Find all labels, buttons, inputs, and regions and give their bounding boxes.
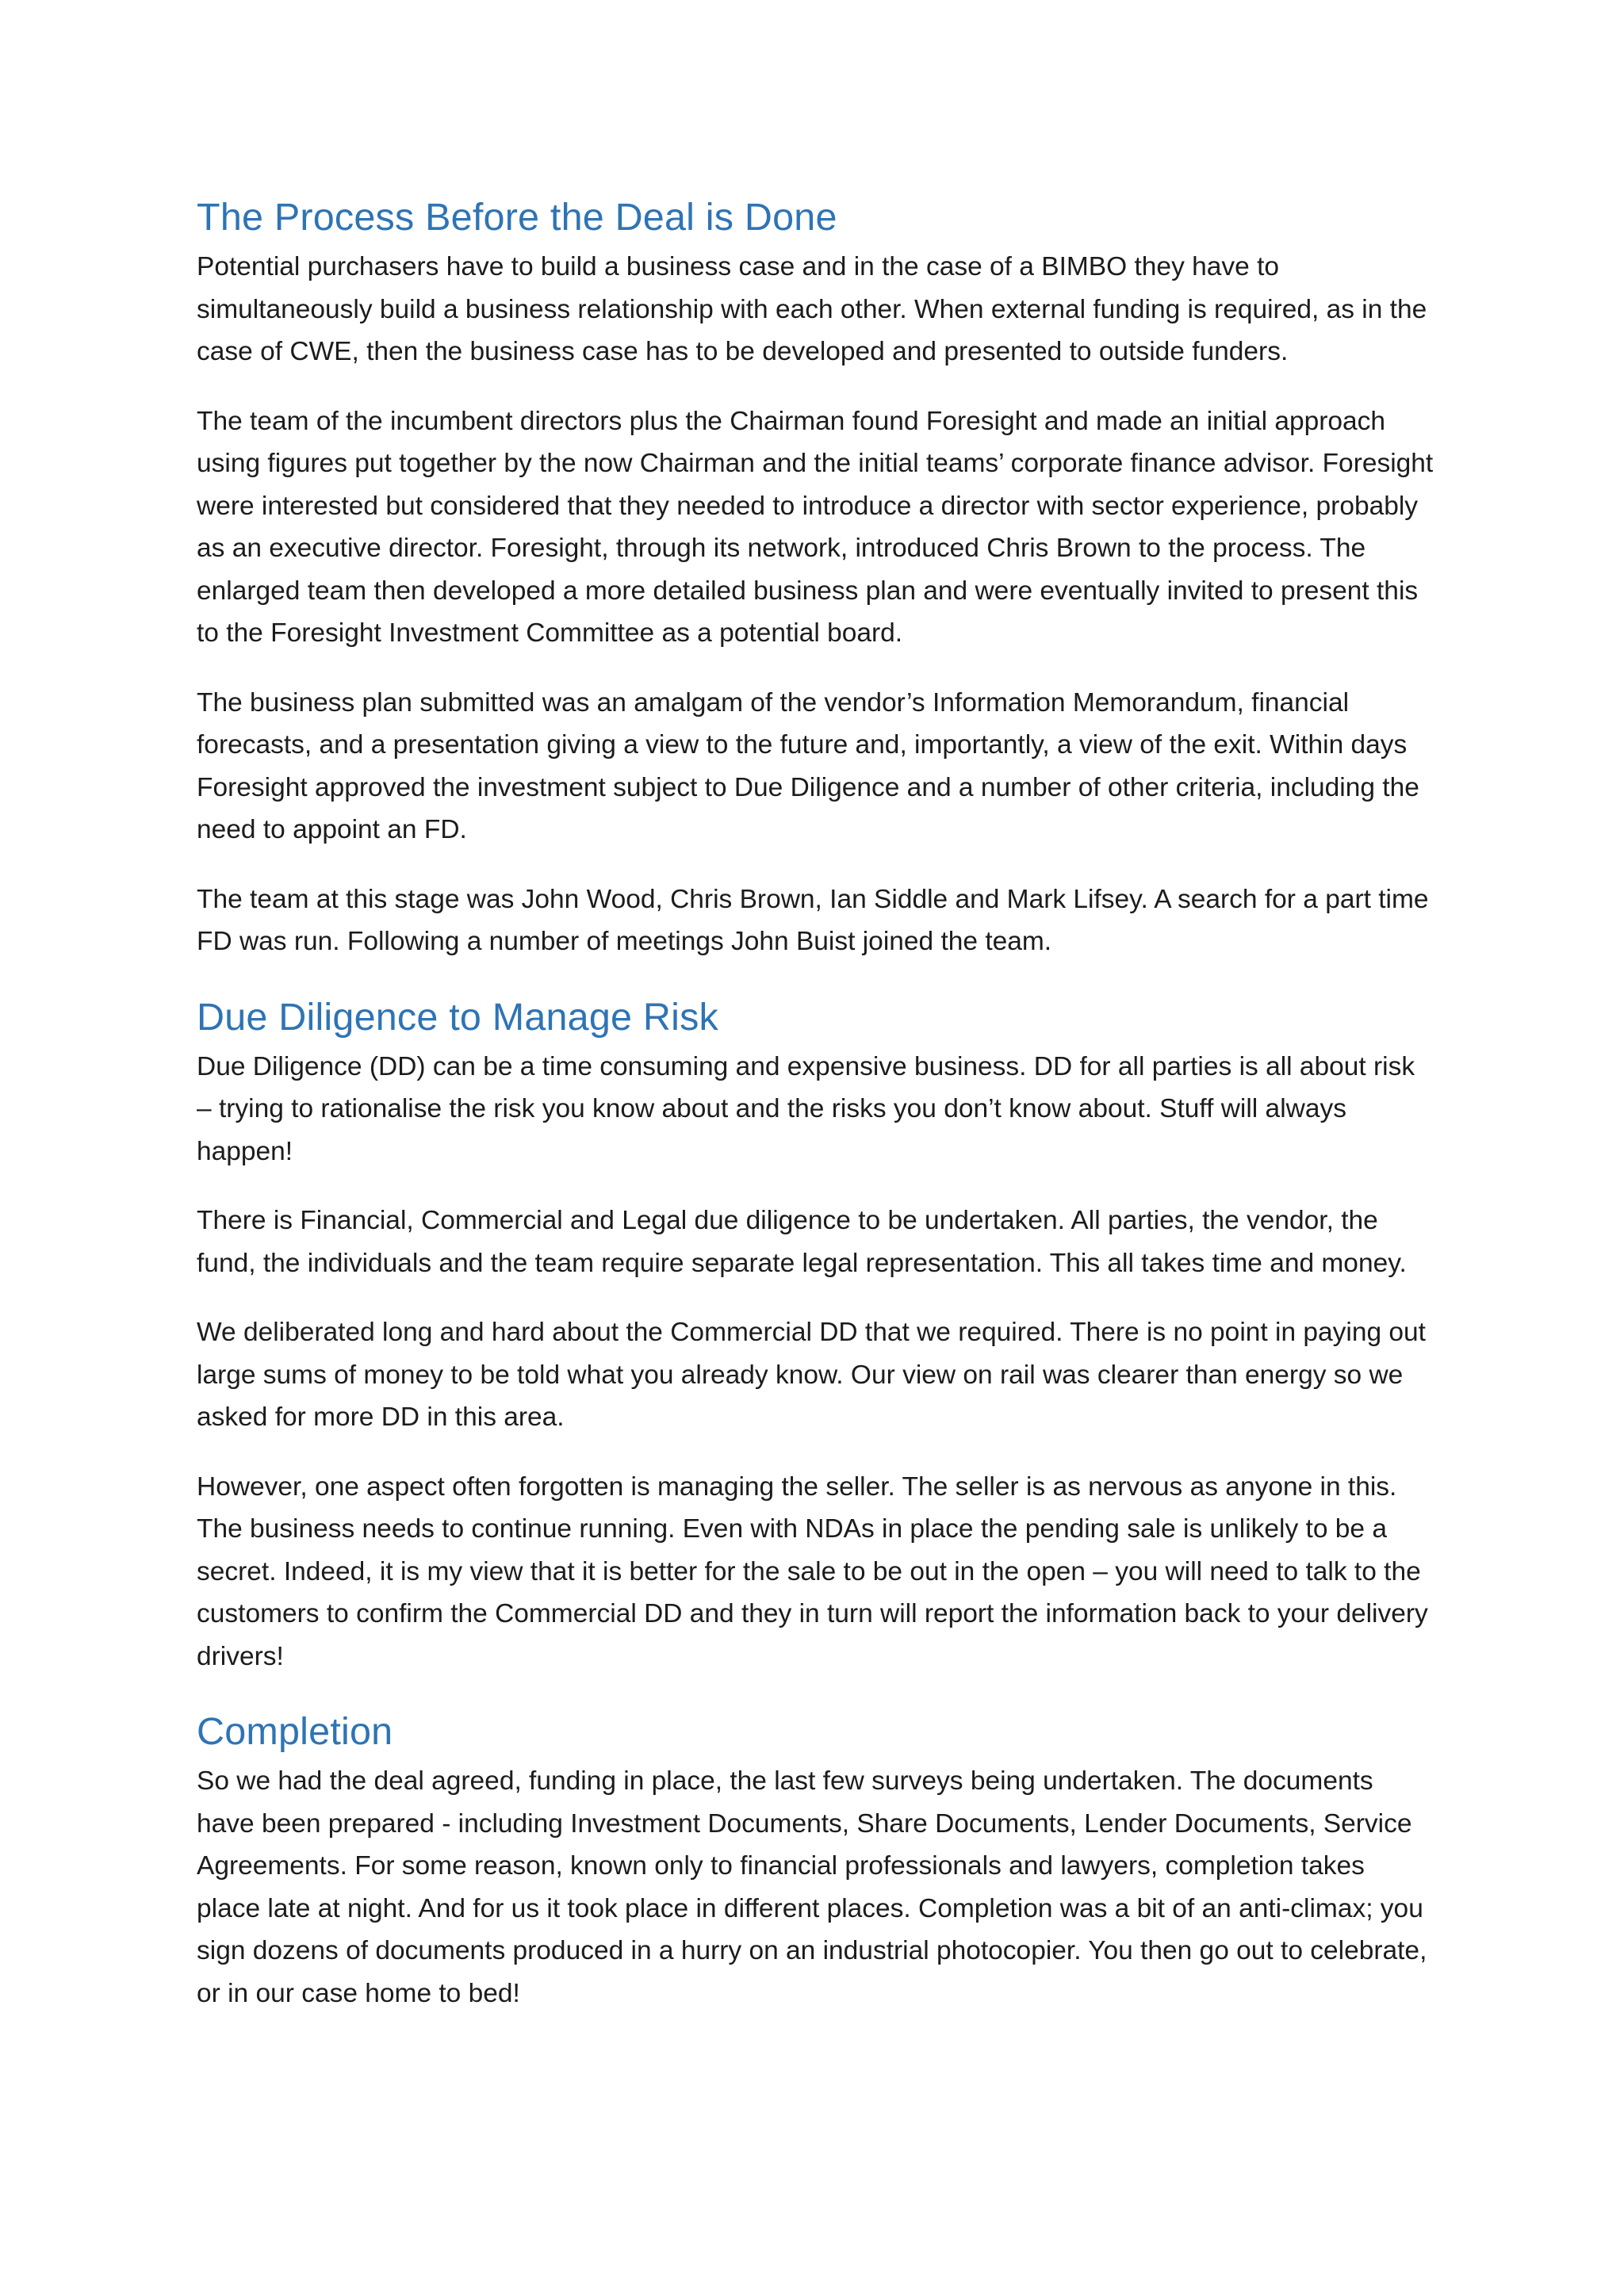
section-heading: Due Diligence to Manage Risk [197,995,718,1039]
paragraph: The business plan submitted was an amalgam of the vendor’s Information Memorandum, financial forecasts, and a presentation giving a view to the future and, importantly, a view of the exit. Within days Foresight approved the investment subject to Due Diligence and a number of other criteria, including the need to appoint an FD. [197,687,1419,844]
paragraph: So we had the deal agreed, funding in place, the last few surveys being undertaken. The documents have been prepared - including Investment Documents, Share Documents, Lender Documents, Service Agreements. For some reason, known only to financial professionals and lawyers, completion takes place late at night. And for us it took place in different places. Completion was a bit of an anti-climax; you sign dozens of documents produced in a hurry on an industrial photocopier. You then go out to celebrate, or in our case home to bed! [197,1766,1427,2008]
section-due-diligence [197,990,1434,1678]
paragraph: Potential purchasers have to build a business case and in the case of a BIMBO they have to simultaneously build a business relationship with each other. When external funding is required, as in the case of CWE, then the business case has to be developed and presented to outside funders. [197,252,1427,366]
paragraph: The team of the incumbent directors plus the Chairman found Foresight and made an initial approach using figures put together by the now Chairman and the initial teams’ corporate finance advisor. Foresight were interested but considered that they needed to introduce a director with sector experience, probably as an executive director. Foresight, through its network, introduced Chris Brown to the process. The enlarged team then developed a more detailed business plan and were eventually invited to present this to the Foresight Investment Committee as a potential board. [197,406,1434,648]
section-heading: The Process Before the Deal is Done [197,196,837,239]
section-completion [197,1705,1434,2015]
paragraph: We deliberated long and hard about the Commercial DD that we required. There is no point in paying out large sums of money to be told what you already know. Our view on rail was clearer than energy so we asked for more DD in this area. [197,1318,1426,1432]
paragraph: The team at this stage was John Wood, Chris Brown, Ian Siddle and Mark Lifsey. A search for a part time FD was run. Following a number of meetings John Buist joined the team. [197,884,1429,956]
section-heading: Completion [197,1710,393,1753]
document-body [197,190,1434,2042]
paragraph: There is Financial, Commercial and Legal due diligence to be undertaken. All parties, the vendor, the fund, the individuals and the team require separate legal representation. This all takes time and money. [197,1206,1407,1278]
section-process-before-deal [197,190,1434,963]
paragraph: However, one aspect often forgotten is managing the seller. The seller is as nervous as anyone in this. The business needs to continue running. Even with NDAs in place the pending sale is unlikely to be a secret. Indeed, it is my view that it is better for the sale to be out in the open – you will need to talk to the customers to confirm the Commercial DD and they in turn will report the information back to your delivery drivers! [197,1471,1428,1671]
paragraph: Due Diligence (DD) can be a time consuming and expensive business. DD for all parties is all about risk – trying to rationalise the risk you know about and the risks you don’t know about. Stuff will always happen! [197,1051,1415,1166]
